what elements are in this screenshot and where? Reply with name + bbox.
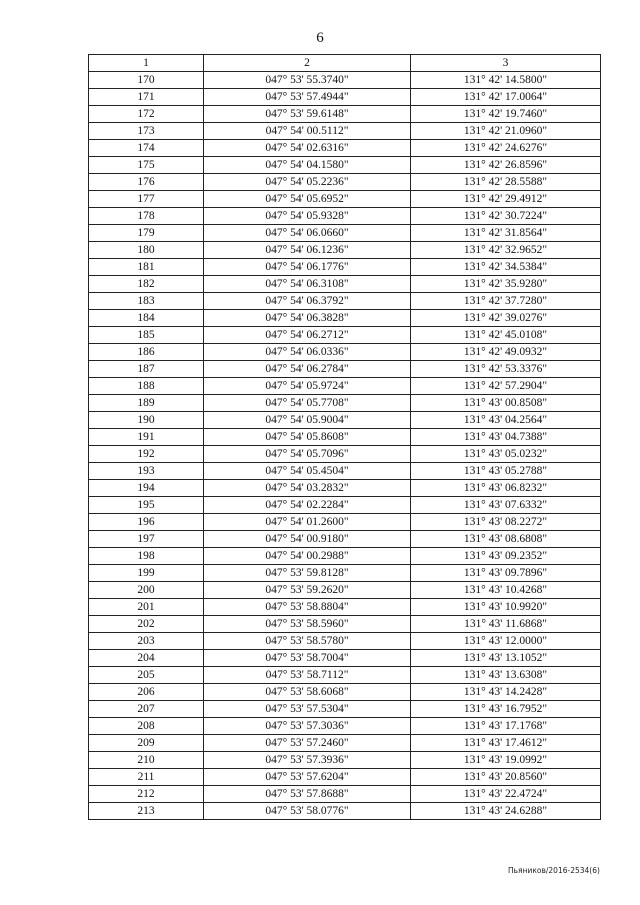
latitude-cell: 047° 54' 00.2988" xyxy=(204,548,411,565)
table-row xyxy=(89,480,601,497)
longitude-cell: 131° 43' 05.0232" xyxy=(411,446,601,463)
table-row xyxy=(89,361,601,378)
longitude-cell: 131° 42' 30.7224" xyxy=(411,208,601,225)
latitude-cell: 047° 53' 57.3036" xyxy=(204,718,411,735)
latitude-cell: 047° 53' 57.2460" xyxy=(204,735,411,752)
latitude-cell: 047° 54' 05.8608" xyxy=(204,429,411,446)
latitude-cell: 047° 54' 05.9004" xyxy=(204,412,411,429)
table-row xyxy=(89,157,601,174)
table-row xyxy=(89,633,601,650)
longitude-cell: 131° 43' 16.7952" xyxy=(411,701,601,718)
latitude-cell: 047° 54' 00.5112" xyxy=(204,123,411,140)
longitude-cell: 131° 42' 37.7280" xyxy=(411,293,601,310)
point-number-cell: 188 xyxy=(89,378,204,395)
header-cell-longitude: 3 xyxy=(411,55,601,72)
latitude-cell: 047° 53' 57.3936" xyxy=(204,752,411,769)
point-number-cell: 212 xyxy=(89,786,204,803)
longitude-cell: 131° 42' 45.0108" xyxy=(411,327,601,344)
table-row xyxy=(89,650,601,667)
point-number-cell: 176 xyxy=(89,174,204,191)
point-number-cell: 209 xyxy=(89,735,204,752)
longitude-cell: 131° 42' 57.2904" xyxy=(411,378,601,395)
longitude-cell: 131° 42' 34.5384" xyxy=(411,259,601,276)
point-number-cell: 180 xyxy=(89,242,204,259)
point-number-cell: 199 xyxy=(89,565,204,582)
latitude-cell: 047° 53' 55.3740" xyxy=(204,72,411,89)
point-number-cell: 196 xyxy=(89,514,204,531)
point-number-cell: 184 xyxy=(89,310,204,327)
latitude-cell: 047° 53' 59.2620" xyxy=(204,582,411,599)
longitude-cell: 131° 43' 07.6332" xyxy=(411,497,601,514)
latitude-cell: 047° 54' 05.9724" xyxy=(204,378,411,395)
point-number-cell: 201 xyxy=(89,599,204,616)
point-number-cell: 197 xyxy=(89,531,204,548)
table-row xyxy=(89,259,601,276)
latitude-cell: 047° 54' 05.6952" xyxy=(204,191,411,208)
point-number-cell: 179 xyxy=(89,225,204,242)
latitude-cell: 047° 54' 02.6316" xyxy=(204,140,411,157)
point-number-cell: 202 xyxy=(89,616,204,633)
point-number-cell: 193 xyxy=(89,463,204,480)
longitude-cell: 131° 43' 00.8508" xyxy=(411,395,601,412)
table-row xyxy=(89,599,601,616)
latitude-cell: 047° 54' 06.1236" xyxy=(204,242,411,259)
latitude-cell: 047° 53' 57.5304" xyxy=(204,701,411,718)
table-row xyxy=(89,106,601,123)
point-number-cell: 210 xyxy=(89,752,204,769)
latitude-cell: 047° 53' 57.6204" xyxy=(204,769,411,786)
table-body xyxy=(89,72,601,820)
point-number-cell: 200 xyxy=(89,582,204,599)
point-number-cell: 174 xyxy=(89,140,204,157)
longitude-cell: 131° 43' 14.2428" xyxy=(411,684,601,701)
latitude-cell: 047° 53' 59.8128" xyxy=(204,565,411,582)
table-row xyxy=(89,174,601,191)
longitude-cell: 131° 43' 20.8560" xyxy=(411,769,601,786)
latitude-cell: 047° 53' 58.5780" xyxy=(204,633,411,650)
point-number-cell: 181 xyxy=(89,259,204,276)
longitude-cell: 131° 42' 29.4912" xyxy=(411,191,601,208)
latitude-cell: 047° 53' 58.8804" xyxy=(204,599,411,616)
latitude-cell: 047° 54' 05.7096" xyxy=(204,446,411,463)
point-number-cell: 205 xyxy=(89,667,204,684)
longitude-cell: 131° 43' 17.4612" xyxy=(411,735,601,752)
longitude-cell: 131° 43' 04.7388" xyxy=(411,429,601,446)
point-number-cell: 213 xyxy=(89,803,204,820)
point-number-cell: 189 xyxy=(89,395,204,412)
table-row xyxy=(89,565,601,582)
table-row xyxy=(89,208,601,225)
table-row xyxy=(89,276,601,293)
point-number-cell: 194 xyxy=(89,480,204,497)
table-row xyxy=(89,344,601,361)
longitude-cell: 131° 43' 08.2272" xyxy=(411,514,601,531)
point-number-cell: 208 xyxy=(89,718,204,735)
latitude-cell: 047° 54' 06.3792" xyxy=(204,293,411,310)
latitude-cell: 047° 54' 05.2236" xyxy=(204,174,411,191)
longitude-cell: 131° 42' 53.3376" xyxy=(411,361,601,378)
longitude-cell: 131° 43' 05.2788" xyxy=(411,463,601,480)
point-number-cell: 204 xyxy=(89,650,204,667)
table-row xyxy=(89,786,601,803)
longitude-cell: 131° 43' 08.6808" xyxy=(411,531,601,548)
point-number-cell: 195 xyxy=(89,497,204,514)
table-header xyxy=(89,55,601,72)
point-number-cell: 178 xyxy=(89,208,204,225)
page-number: 6 xyxy=(316,30,324,46)
point-number-cell: 207 xyxy=(89,701,204,718)
table-row xyxy=(89,412,601,429)
table-row xyxy=(89,242,601,259)
table-row xyxy=(89,514,601,531)
header-cell-latitude: 2 xyxy=(204,55,411,72)
longitude-cell: 131° 43' 10.9920" xyxy=(411,599,601,616)
table-row xyxy=(89,293,601,310)
point-number-cell: 211 xyxy=(89,769,204,786)
longitude-cell: 131° 42' 39.0276" xyxy=(411,310,601,327)
table-row xyxy=(89,497,601,514)
latitude-cell: 047° 53' 57.8688" xyxy=(204,786,411,803)
point-number-cell: 192 xyxy=(89,446,204,463)
longitude-cell: 131° 43' 06.8232" xyxy=(411,480,601,497)
header-row xyxy=(89,55,601,72)
header-cell-point: 1 xyxy=(89,55,204,72)
table-row xyxy=(89,701,601,718)
latitude-cell: 047° 54' 02.2284" xyxy=(204,497,411,514)
table-row xyxy=(89,667,601,684)
longitude-cell: 131° 43' 22.4724" xyxy=(411,786,601,803)
table-row xyxy=(89,531,601,548)
latitude-cell: 047° 54' 05.4504" xyxy=(204,463,411,480)
table-row xyxy=(89,803,601,820)
table-row xyxy=(89,89,601,106)
longitude-cell: 131° 43' 04.2564" xyxy=(411,412,601,429)
latitude-cell: 047° 53' 58.7112" xyxy=(204,667,411,684)
table-row xyxy=(89,718,601,735)
point-number-cell: 171 xyxy=(89,89,204,106)
longitude-cell: 131° 42' 17.0064" xyxy=(411,89,601,106)
point-number-cell: 190 xyxy=(89,412,204,429)
point-number-cell: 187 xyxy=(89,361,204,378)
table-row xyxy=(89,72,601,89)
table-row xyxy=(89,225,601,242)
table-row xyxy=(89,378,601,395)
latitude-cell: 047° 54' 06.2784" xyxy=(204,361,411,378)
latitude-cell: 047° 53' 57.4944" xyxy=(204,89,411,106)
latitude-cell: 047° 54' 03.2832" xyxy=(204,480,411,497)
table-row xyxy=(89,395,601,412)
table-row xyxy=(89,769,601,786)
point-number-cell: 191 xyxy=(89,429,204,446)
point-number-cell: 182 xyxy=(89,276,204,293)
latitude-cell: 047° 54' 06.3828" xyxy=(204,310,411,327)
table-row xyxy=(89,429,601,446)
latitude-cell: 047° 53' 58.6068" xyxy=(204,684,411,701)
latitude-cell: 047° 53' 58.7004" xyxy=(204,650,411,667)
longitude-cell: 131° 43' 10.4268" xyxy=(411,582,601,599)
table-row xyxy=(89,463,601,480)
longitude-cell: 131° 43' 09.2352" xyxy=(411,548,601,565)
point-number-cell: 172 xyxy=(89,106,204,123)
longitude-cell: 131° 43' 12.0000" xyxy=(411,633,601,650)
point-number-cell: 186 xyxy=(89,344,204,361)
latitude-cell: 047° 54' 06.2712" xyxy=(204,327,411,344)
longitude-cell: 131° 43' 09.7896" xyxy=(411,565,601,582)
latitude-cell: 047° 54' 06.1776" xyxy=(204,259,411,276)
longitude-cell: 131° 43' 13.1052" xyxy=(411,650,601,667)
longitude-cell: 131° 42' 14.5800" xyxy=(411,72,601,89)
point-number-cell: 198 xyxy=(89,548,204,565)
latitude-cell: 047° 54' 06.0336" xyxy=(204,344,411,361)
table-row xyxy=(89,446,601,463)
latitude-cell: 047° 54' 06.0660" xyxy=(204,225,411,242)
longitude-cell: 131° 42' 24.6276" xyxy=(411,140,601,157)
table-row xyxy=(89,548,601,565)
longitude-cell: 131° 42' 32.9652" xyxy=(411,242,601,259)
table-row xyxy=(89,616,601,633)
point-number-cell: 170 xyxy=(89,72,204,89)
table-row xyxy=(89,327,601,344)
latitude-cell: 047° 53' 58.0776" xyxy=(204,803,411,820)
latitude-cell: 047° 54' 05.7708" xyxy=(204,395,411,412)
longitude-cell: 131° 42' 35.9280" xyxy=(411,276,601,293)
point-number-cell: 206 xyxy=(89,684,204,701)
latitude-cell: 047° 53' 58.5960" xyxy=(204,616,411,633)
table-row xyxy=(89,310,601,327)
latitude-cell: 047° 54' 01.2600" xyxy=(204,514,411,531)
latitude-cell: 047° 54' 00.9180" xyxy=(204,531,411,548)
point-number-cell: 183 xyxy=(89,293,204,310)
longitude-cell: 131° 43' 24.6288" xyxy=(411,803,601,820)
longitude-cell: 131° 42' 49.0932" xyxy=(411,344,601,361)
latitude-cell: 047° 53' 59.6148" xyxy=(204,106,411,123)
longitude-cell: 131° 42' 28.5588" xyxy=(411,174,601,191)
point-number-cell: 173 xyxy=(89,123,204,140)
latitude-cell: 047° 54' 04.1580" xyxy=(204,157,411,174)
table-row xyxy=(89,735,601,752)
latitude-cell: 047° 54' 05.9328" xyxy=(204,208,411,225)
point-number-cell: 203 xyxy=(89,633,204,650)
point-number-cell: 185 xyxy=(89,327,204,344)
longitude-cell: 131° 42' 19.7460" xyxy=(411,106,601,123)
table-row xyxy=(89,752,601,769)
longitude-cell: 131° 43' 13.6308" xyxy=(411,667,601,684)
point-number-cell: 175 xyxy=(89,157,204,174)
document-reference: Пьяников/2016-2534(6) xyxy=(508,866,600,875)
table-row xyxy=(89,191,601,208)
coordinates-table xyxy=(88,54,601,820)
longitude-cell: 131° 42' 26.8596" xyxy=(411,157,601,174)
table-row xyxy=(89,123,601,140)
table-row xyxy=(89,582,601,599)
longitude-cell: 131° 43' 11.6868" xyxy=(411,616,601,633)
table-row xyxy=(89,684,601,701)
longitude-cell: 131° 43' 17.1768" xyxy=(411,718,601,735)
longitude-cell: 131° 43' 19.0992" xyxy=(411,752,601,769)
longitude-cell: 131° 42' 21.0960" xyxy=(411,123,601,140)
point-number-cell: 177 xyxy=(89,191,204,208)
table-row xyxy=(89,140,601,157)
longitude-cell: 131° 42' 31.8564" xyxy=(411,225,601,242)
latitude-cell: 047° 54' 06.3108" xyxy=(204,276,411,293)
